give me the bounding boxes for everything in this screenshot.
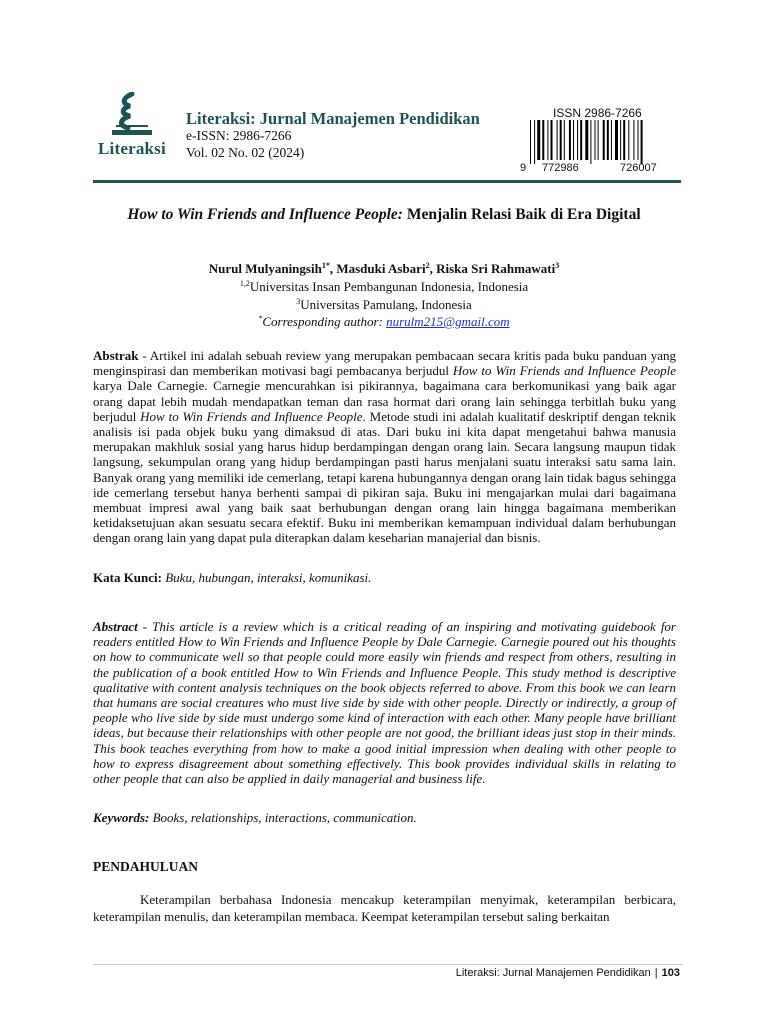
barcode-digit-group2: 726007: [620, 162, 657, 174]
journal-logo: [96, 92, 178, 164]
affiliation-1: [96, 279, 672, 295]
intro-paragraph: Keterampilan berbahasa Indonesia mencakup keterampilan menyimak, keterampilan berbicara, keterampilan menulis, dan keterampilan membaca. Keempat keterampilan tersebut saling berkaitan: [93, 892, 676, 924]
footer-separator: |: [654, 967, 658, 979]
corresponding-author: [96, 314, 672, 330]
journal-title: Literaksi: Jurnal Manajemen Pendidikan: [186, 109, 480, 128]
article-title-italic: How to Win Friends and Influence People:: [127, 206, 403, 223]
author-sup: 1*: [321, 261, 330, 270]
barcode-digit-lead: 9: [520, 162, 527, 174]
issn-label: ISSN 2986-7266: [553, 106, 642, 120]
barcode-bar: [620, 120, 621, 160]
barcode-bar: [585, 120, 588, 160]
author-name: Nurul Mulyaningsih: [208, 261, 322, 276]
barcode-bar: [580, 120, 582, 160]
barcode-bar: [537, 120, 540, 160]
barcode-bar: [598, 120, 599, 160]
barcode-bar: [623, 120, 625, 160]
barcode-bar: [628, 120, 629, 160]
barcode-bar: [557, 120, 558, 160]
abstrak-text: - Artikel ini adalah sebuah review yang merupakan pembacaan secara kritis pada buku panduan yang menginspirasi dan memberikan motivasi bagi pembacanya berjudul: [93, 348, 676, 379]
keywords: [93, 810, 676, 825]
author-name: Riska Sri Rahmawati: [436, 261, 556, 276]
eissn-number: e-ISSN: 2986-7266: [186, 128, 292, 143]
barcode-bar: [577, 120, 578, 160]
footer-divider: [93, 964, 683, 965]
page-footer: [456, 967, 680, 979]
kata-kunci-values: Buku, hubungan, interaksi, komunikasi.: [161, 570, 372, 585]
footer-journal: Literaksi: Jurnal Manajemen Pendidikan: [455, 967, 651, 979]
keywords-values: Books, relationships, interactions, communication.: [149, 810, 417, 825]
affiliation-text: Universitas Pamulang, Indonesia: [300, 297, 472, 312]
barcode-bar: [633, 120, 634, 160]
barcode-bar: [611, 120, 612, 160]
barcode-bar: [573, 120, 574, 160]
barcode-bar: [547, 120, 548, 160]
keywords-label: Keywords:: [93, 810, 150, 825]
corresp-sup: *: [258, 314, 263, 323]
header-divider: [93, 180, 681, 183]
affiliation-sup: 3: [296, 297, 301, 306]
author-sup: 3: [555, 261, 560, 270]
barcode-digit-group1: 772986: [542, 162, 579, 174]
section-heading: PENDAHULUAN: [93, 859, 199, 874]
barcode-bar: [607, 120, 609, 160]
page-number: 103: [661, 967, 680, 979]
logo-wordmark: Literaksi: [98, 139, 166, 158]
author-name: Masduki Asbari: [336, 261, 426, 276]
kata-kunci: [93, 570, 676, 585]
affiliation-text: Universitas Insan Pembangunan Indonesia, Indonesia: [249, 279, 529, 294]
abstrak-text: karya Dale Carnegie. Carnegie mencurahkan isi pikirannya, bagaimana cara berkomunikasi yang baik agar orang dapat lebih mudah mendapatkan teman dan rasa hormat dari orang lain sehingga terbitlah buku yang berjudul: [93, 378, 676, 424]
abstrak-paragraph: [93, 348, 676, 546]
abstract-paragraph: [93, 619, 676, 786]
article-title: [96, 205, 672, 225]
corresp-label: Corresponding author:: [262, 314, 387, 329]
abstrak-book-title: How to Win Friends and Influence People: [452, 363, 677, 379]
volume-issue: Vol. 02 No. 02 (2024): [186, 145, 305, 160]
barcode-bar: [595, 120, 596, 160]
barcode-bars: [520, 120, 685, 164]
barcode-bar: [542, 120, 544, 160]
kata-kunci-label: Kata Kunci:: [93, 570, 162, 585]
barcode-bar: [534, 120, 535, 164]
affiliation-2: [96, 297, 672, 313]
barcode-bar: [530, 120, 531, 164]
barcode-bar: [590, 120, 591, 164]
author-sup: 2: [425, 261, 430, 270]
barcode-bar: [615, 120, 618, 160]
barcode-bar: [603, 120, 605, 160]
corresp-email-link[interactable]: nurulm215@gmail.com: [386, 314, 510, 329]
abstract-label: Abstract: [93, 619, 138, 634]
abstrak-book-title: How to Win Friends and Influence People: [140, 408, 363, 424]
abstrak-label: Abstrak: [93, 348, 139, 363]
author-list: Nurul Mulyaningsih$^{1*}$, Masduki Asbari$^2$, Riska Sri Rahmawati$^3$: [208, 261, 560, 276]
affiliation-sup: 1,2: [239, 279, 250, 288]
literaksi-book-icon: [98, 92, 158, 140]
barcode-bar: [551, 120, 553, 160]
barcode-bar: [564, 120, 565, 160]
barcode-bar: [569, 120, 571, 160]
abstract-text: - This article is a review which is a critical reading of an inspiring and motivating guidebook for readers entitled How to Win Friends and Influence People by Dale Carnegie. Carnegie poured out his thoughts on how to communicate well so that people could more easily win friends and respect from others, resulting in the publication of a book entitled How to Win Friends and Influence People. This study method is descriptive qualitative with content analysis techniques on the book objects referred to above. From this book we can learn that humans are social creatures who must live side by side with other people. Directly or indirectly, a group of people who live side by side must undergo some kind of interaction with each other. Many people have brilliant ideas, but because their relationships with other people are not good, the brilliant ideas just stop in their minds. This book teaches everything from how to make a good initial impression when dealing with other people to how to express disagreement about something effectively. This book provides individual skills in relating to other people that can also be applied in daily managerial and business life.: [93, 619, 676, 787]
barcode-bar: [560, 120, 562, 160]
article-title-rest: Menjalin Relasi Baik di Era Digital: [402, 206, 641, 223]
abstrak-text: . Metode studi ini adalah kualitatif deskriptif dengan teknik analisis isi pada objek buku yang dimaksud di atas. Dari buku ini kita dapat mengetahui bahwa manusia merupakan makhluk sosial yang harus hidup berdampingan dengan orang lain. Secara langsung maupun tidak langsung, sekumpulan orang yang hidup berdampingan pasti harus menjalani suatu interaksi satu sama lain. Banyak orang yang memiliki ide cemerlang, tetapi karena hubungannya dengan orang lain tidak bagus sehingga ide cemerlang tersebut hanya berhenti sampai di pikiran saja. Buku ini mengajarkan mulai dari bagaimana membuat impresi awal yang baik saat berhubungan dengan orang lain hingga bagaimana memberikan ketidaksetujuan akan sesuatu secara efektif. Buku ini memberikan kemampuan individual dalam berhubungan dengan orang lain yang dapat pula diterapkan dalam keseharian manajerial dan bisnis.: [93, 408, 677, 546]
barcode-bar: [638, 120, 639, 160]
issn-barcode: [520, 106, 685, 180]
barcode-bar: [641, 120, 643, 164]
